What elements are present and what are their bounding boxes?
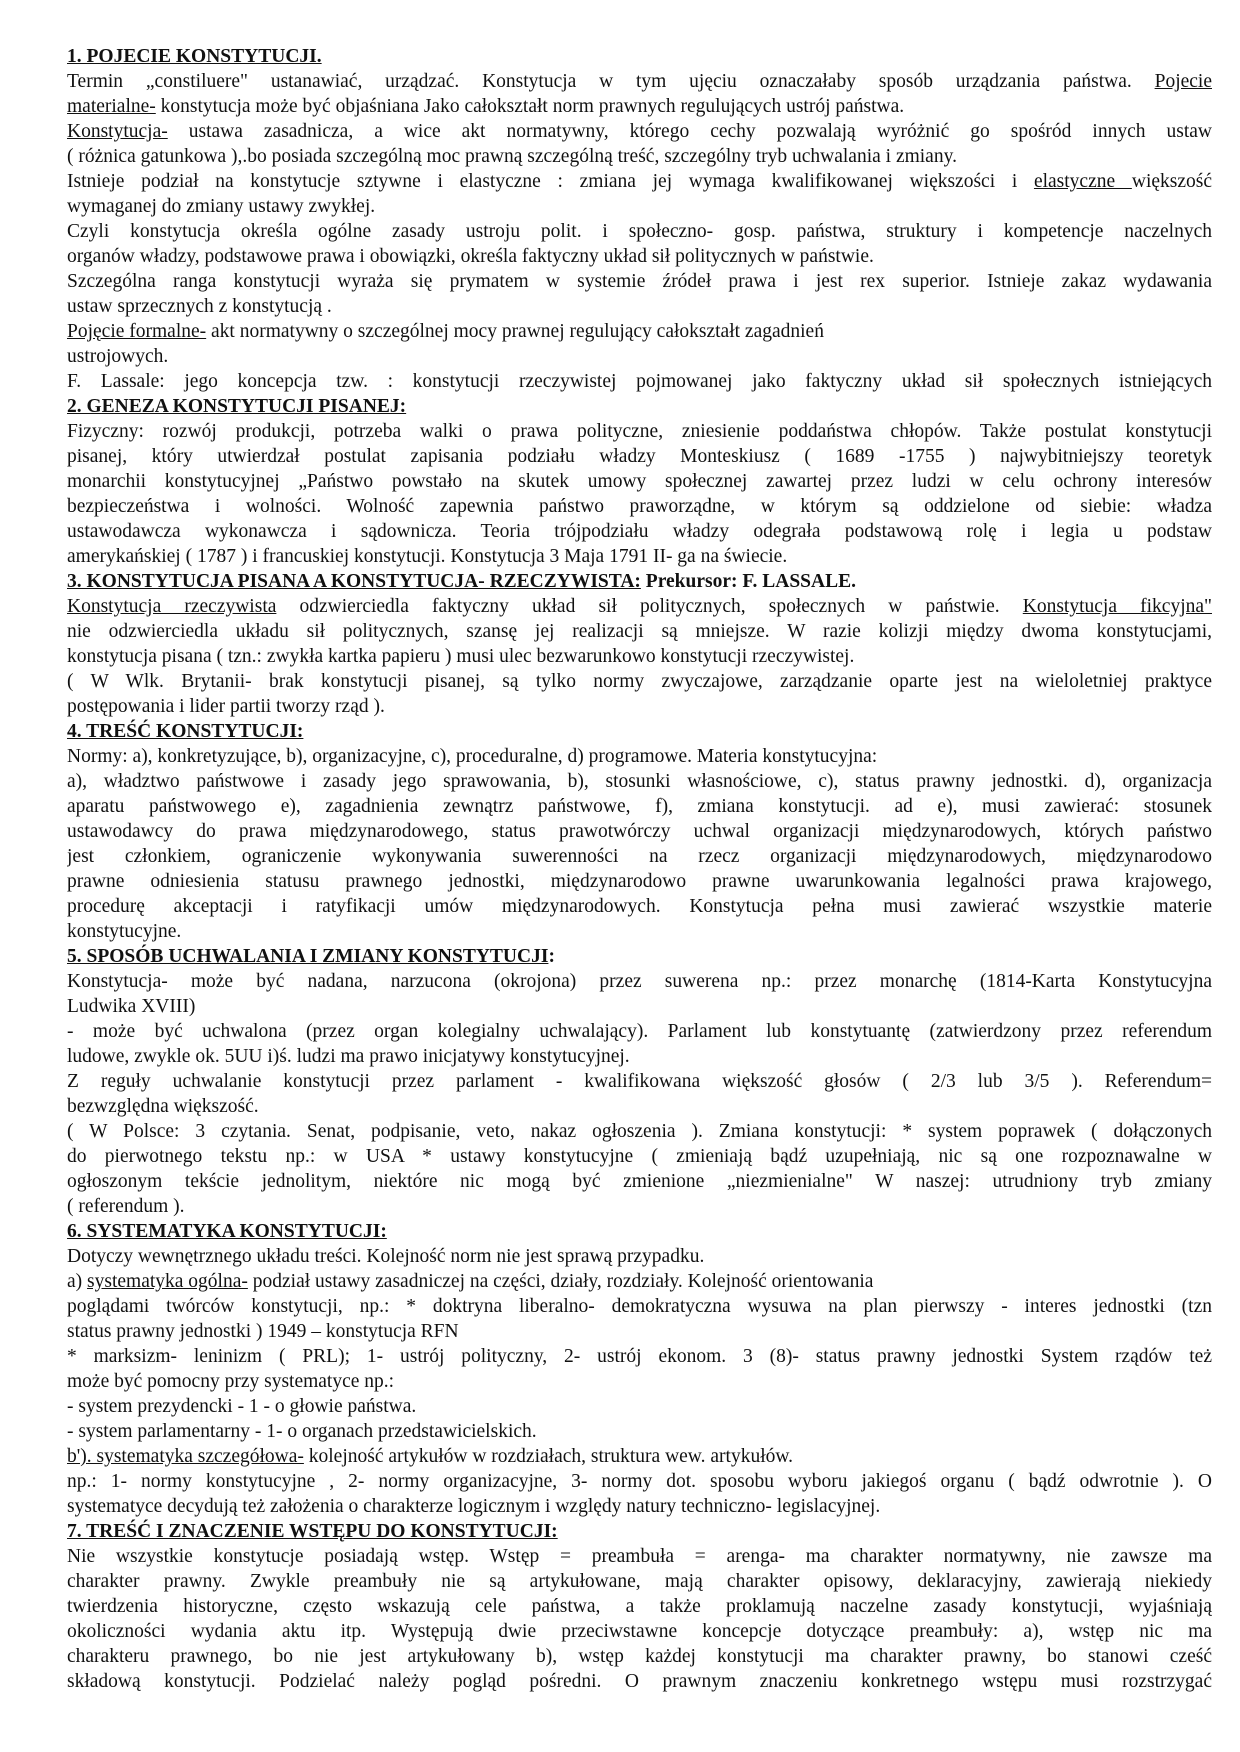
- text-line: [67, 1419, 1212, 1444]
- text-segment: bezwzględna większość.: [67, 1096, 259, 1117]
- text-segment: ustawa zasadnicza, a wice akt normatywny, którego cechy pozwalają wyróżnić go spośród innych ustaw: [167, 121, 1212, 142]
- text-segment: procedurę akceptacji i ratyfikacji umów międzynarodowych. Konstytucja pełna musi zawierać wszystkie materie: [67, 896, 1212, 917]
- text-line: [67, 1494, 1212, 1519]
- underlined-term: b'). systematyka szczegółowa-: [67, 1446, 304, 1467]
- text-line: [67, 494, 1212, 519]
- text-segment: Konstytucja- może być nadana, narzucona (okrojona) przez suwerena np.: przez monarchę (1814-Karta Konstytucyjna: [67, 971, 1212, 992]
- text-segment: składową konstytucji. Podzielać należy pogląd pośredni. O prawnym znaczeniu konkretnego wstępu musi rozstrzygać: [67, 1671, 1212, 1692]
- text-segment: większość: [1131, 171, 1212, 192]
- text-segment: do pierwotnego tekstu np.: w USA * ustawy konstytucyjne ( zmieniają bądź uzupełniają, nic są one rozpoznawalne w: [67, 1146, 1212, 1167]
- text-segment: Normy: a), konkretyzujące, b), organizacyjne, c), proceduralne, d) programowe. Materia konstytucyjna:: [67, 746, 878, 767]
- text-segment: Ludwika XVIII): [67, 996, 196, 1017]
- text-line: [67, 1369, 1212, 1394]
- section-heading: [67, 569, 1212, 594]
- text-line: [67, 1294, 1212, 1319]
- text-line: [67, 869, 1212, 894]
- text-segment: Termin „constiluere" ustanawiać, urządzać. Konstytucja w tym ujęciu oznaczałaby sposób urządzania państwa.: [67, 71, 1155, 92]
- text-segment: Szczególna ranga konstytucji wyraża się prymatem w systemie źródeł prawa i jest rex superior. Istnieje zakaz wydawania: [67, 271, 1212, 292]
- text-line: [67, 444, 1212, 469]
- text-line: [67, 1144, 1212, 1169]
- text-line: [67, 1394, 1212, 1419]
- text-segment: ( W Polsce: 3 czytania. Senat, podpisanie, veto, nakaz ogłoszenia ). Zmiana konstytucji: * system poprawek ( dołączonych: [67, 1121, 1212, 1142]
- text-line: [67, 1269, 1212, 1294]
- text-line: [67, 1669, 1212, 1694]
- heading-title: 4. TREŚĆ KONSTYTUCJI:: [67, 721, 304, 742]
- text-line: [67, 1594, 1212, 1619]
- text-line: [67, 544, 1212, 569]
- text-segment: poglądami twórców konstytucji, np.: * doktryna liberalno- demokratyczna wysuwa na plan pierwszy - interes jednostki (tzn: [67, 1296, 1212, 1317]
- text-line: [67, 894, 1212, 919]
- text-line: [67, 319, 1212, 344]
- text-segment: systematyce decydują też założenia o charakterze logicznym i względy natury techniczno- legislacyjnej.: [67, 1496, 881, 1517]
- text-segment: konstytucyjne.: [67, 921, 182, 942]
- section-heading: [67, 719, 1212, 744]
- text-line: [67, 1619, 1212, 1644]
- text-line: [67, 1094, 1212, 1119]
- text-line: [67, 294, 1212, 319]
- text-line: [67, 919, 1212, 944]
- text-line: [67, 819, 1212, 844]
- text-segment: twierdzenia historyczne, często wskazują cele państwa, a także proklamują naczelne zasady konstytucji, wyjaśniają: [67, 1596, 1212, 1617]
- text-segment: charakter prawny. Zwykle preambuły nie są artykułowane, mają charakter opisowy, deklaracyjny, zawierają niekiedy: [67, 1571, 1212, 1592]
- underlined-term: systematyka ogólna-: [87, 1271, 248, 1292]
- text-segment: może być pomocny przy systematyce np.:: [67, 1371, 395, 1392]
- text-line: [67, 1244, 1212, 1269]
- heading-title: 6. SYSTEMATYKA KONSTYTUCJI:: [67, 1221, 387, 1242]
- text-segment: wymaganej do zmiany ustawy zwykłej.: [67, 196, 376, 217]
- text-segment: akt normatywny o szczególnej mocy prawnej regulujący całokształt zagadnień: [206, 321, 824, 342]
- section-heading: [67, 1219, 1212, 1244]
- text-line: [67, 619, 1212, 644]
- text-line: [67, 1444, 1212, 1469]
- text-segment: prawne odniesienia statusu prawnego jednostki, międzynarodowo prawne uwarunkowania legalności prawa krajowego,: [67, 871, 1212, 892]
- text-segment: aparatu państwowego e), zagadnienia zewnątrz państwowe, f), zmiana konstytucji. ad e), musi zawierać: stosunek: [67, 796, 1212, 817]
- text-line: [67, 694, 1212, 719]
- text-segment: Z reguły uchwalanie konstytucji przez parlament - kwalifikowana większość głosów ( 2/3 lub 3/5 ). Referendum=: [67, 1071, 1212, 1092]
- section-heading: [67, 1519, 1212, 1544]
- text-segment: ustrojowych.: [67, 346, 169, 367]
- text-line: [67, 1194, 1212, 1219]
- text-segment: ludowe, zwykle ok. 5UU i)ś. ludzi ma prawo inicjatywy konstytucyjnej.: [67, 1046, 630, 1067]
- heading-title: 3. KONSTYTUCJA PISANA A KONSTYTUCJA- RZECZYWISTA:: [67, 571, 641, 592]
- text-line: [67, 1569, 1212, 1594]
- text-segment: ( W Wlk. Brytanii- brak konstytucji pisanej, są tylko normy zwyczajowe, zarządzanie oparte jest na wieloletniej praktyce: [67, 671, 1212, 692]
- heading-title: 2. GENEZA KONSTYTUCJI PISANEJ:: [67, 396, 407, 417]
- text-segment: ustawodawcza wykonawcza i sądownicza. Teoria trójpodziału władzy odegrała podstawową rolę i legia u podstaw: [67, 521, 1212, 542]
- underlined-term: materialne-: [67, 96, 156, 117]
- text-segment: a), władztwo państwowe i zasady jego sprawowania, b), stosunki własnościowe, c), status prawny jednostki. d), organizacja: [67, 771, 1212, 792]
- text-segment: :: [548, 946, 555, 967]
- text-segment: F. Lassale: jego koncepcja tzw. : konstytucji rzeczywistej pojmowanej jako faktyczny układ sił społecznych istniejących: [67, 371, 1212, 392]
- text-line: [67, 144, 1212, 169]
- text-segment: odzwierciedla faktyczny układ sił politycznych, społecznych w państwie.: [276, 596, 1023, 617]
- text-line: [67, 1044, 1212, 1069]
- text-line: [67, 469, 1212, 494]
- underlined-term: Konstytucja fikcyjna": [1022, 596, 1212, 617]
- text-segment: status prawny jednostki ) 1949 – konstytucja RFN: [67, 1321, 459, 1342]
- text-line: [67, 1169, 1212, 1194]
- text-segment: - może być uchwalona (przez organ kolegialny uchwalający). Parlament lub konstytuantę (zatwierdzony przez referendum: [67, 1021, 1212, 1042]
- text-segment: np.: 1- normy konstytucyjne , 2- normy organizacyjne, 3- normy dot. sposobu wyboru jakiegoś organu ( bądź odwrotnie ). O: [67, 1471, 1212, 1492]
- text-line: [67, 1119, 1212, 1144]
- underlined-term: Konstytucja-: [67, 121, 168, 142]
- underlined-term: Pojecie: [1154, 71, 1212, 92]
- text-line: [67, 244, 1212, 269]
- text-line: [67, 594, 1212, 619]
- text-segment: a): [67, 1271, 88, 1292]
- text-line: [67, 169, 1212, 194]
- text-line: [67, 969, 1212, 994]
- text-line: [67, 419, 1212, 444]
- section-heading: [67, 394, 1212, 419]
- section-heading: [67, 44, 1212, 69]
- heading-title: 1. POJECIE KONSTYTUCJI.: [67, 46, 322, 67]
- text-segment: konstytucja pisana ( tzn.: zwykła kartka papieru ) musi ulec bezwarunkowo konstytucji rzeczywistej.: [67, 646, 855, 667]
- text-segment: ustawodawcy do prawa międzynarodowego, status prawotwórczy uchwal organizacji międzynarodowych, których państwo: [67, 821, 1212, 842]
- text-segment: nie odzwierciedla układu sił politycznych, szansę jej realizacji są mniejsze. W razie kolizji między dwoma konstytucjami,: [67, 621, 1212, 642]
- heading-title: 7. TREŚĆ I ZNACZENIE WSTĘPU DO KONSTYTUCJI:: [67, 1521, 558, 1542]
- text-segment: Prekursor: F. LASSALE.: [640, 571, 856, 592]
- text-line: [67, 844, 1212, 869]
- text-segment: - system prezydencki - 1 - o głowie państwa.: [67, 1396, 417, 1417]
- text-segment: organów władzy, podstawowe prawa i obowiązki, określa faktyczny układ sił politycznych w państwie.: [67, 246, 874, 267]
- text-segment: ( różnica gatunkowa ),.bo posiada szczególną moc prawną szczególną treść, szczególny tryb uchwalania i zmiany.: [67, 146, 957, 167]
- text-line: [67, 119, 1212, 144]
- text-segment: pisanej, który utwierdzał postulat zapisania podziału władzy Monteskiusz ( 1689 -1755 ) najwybitniejszy teoretyk: [67, 446, 1212, 467]
- text-line: [67, 269, 1212, 294]
- text-segment: * marksizm- leninizm ( PRL); 1- ustrój polityczny, 2- ustrój ekonom. 3 (8)- status prawny jednostki System rządów też: [67, 1346, 1212, 1367]
- section-heading: [67, 944, 1212, 969]
- text-segment: Istnieje podział na konstytucje sztywne i elastyczne : zmiana jej wymaga kwalifikowanej większości i: [67, 171, 1034, 192]
- text-line: [67, 519, 1212, 544]
- text-segment: monarchii konstytucyjnej „Państwo powstało na skutek umowy społecznej zawartej przez ludzi w celu ochrony interesów: [67, 471, 1212, 492]
- text-segment: jest członkiem, ograniczenie wykonywania suwerenności na rzecz organizacji międzynarodowych, międzynarodowo: [67, 846, 1212, 867]
- text-line: [67, 344, 1212, 369]
- text-line: [67, 1469, 1212, 1494]
- text-line: [67, 769, 1212, 794]
- underlined-term: Konstytucja rzeczywista: [67, 596, 277, 617]
- text-segment: Czyli konstytucja określa ogólne zasady ustroju polit. i społeczno- gosp. państwa, struktury i kompetencje naczelnych: [67, 221, 1212, 242]
- text-segment: ogłoszonym tekście jednolitym, niektóre nic mogą być zmienione „niezmienialne" W naszej: utrudniony tryb zmiany: [67, 1171, 1212, 1192]
- text-segment: Fizyczny: rozwój produkcji, potrzeba walki o prawa polityczne, zniesienie poddaństwa chłopów. Także postulat konstytucji: [67, 421, 1212, 442]
- text-segment: amerykańskiej ( 1787 ) i francuskiej konstytucji. Konstytucja 3 Maja 1791 II- ga na świecie.: [67, 546, 788, 567]
- document-page: [67, 44, 1212, 1694]
- text-line: [67, 794, 1212, 819]
- text-segment: ( referendum ).: [67, 1196, 185, 1217]
- underlined-term: Pojęcie formalne-: [67, 321, 207, 342]
- text-line: [67, 69, 1212, 94]
- text-segment: okoliczności wydania aktu itp. Występują dwie przeciwstawne koncepcje dotyczące preambuły: a), wstęp nic ma: [67, 1621, 1212, 1642]
- text-line: [67, 1544, 1212, 1569]
- text-line: [67, 219, 1212, 244]
- text-line: [67, 994, 1212, 1019]
- text-line: [67, 94, 1212, 119]
- text-segment: podział ustawy zasadniczej na części, działy, rozdziały. Kolejność orientowania: [247, 1271, 874, 1292]
- text-segment: - system parlamentarny - 1- o organach przedstawicielskich.: [67, 1421, 537, 1442]
- text-line: [67, 1069, 1212, 1094]
- text-segment: charakteru prawnego, bo nie jest artykułowany b), wstęp każdej konstytucji ma charakter prawny, bo stanowi cześć: [67, 1646, 1212, 1667]
- text-line: [67, 744, 1212, 769]
- text-segment: postępowania i lider partii tworzy rząd ).: [67, 696, 385, 717]
- text-line: [67, 194, 1212, 219]
- text-segment: Dotyczy wewnętrznego układu treści. Kolejność norm nie jest sprawą przypadku.: [67, 1246, 705, 1267]
- text-line: [67, 644, 1212, 669]
- text-segment: Nie wszystkie konstytucje posiadają wstęp. Wstęp = preambuła = arenga- ma charakter normatywny, nie zawsze ma: [67, 1546, 1212, 1567]
- text-line: [67, 1319, 1212, 1344]
- text-line: [67, 1644, 1212, 1669]
- heading-title: 5. SPOSÓB UCHWALANIA I ZMIANY KONSTYTUCJI: [67, 946, 549, 967]
- text-segment: bezpieczeństwa i wolności. Wolność zapewnia państwo praworządne, w którym są oddzielone od siebie: władza: [67, 496, 1212, 517]
- underlined-term: elastyczne: [1033, 171, 1132, 192]
- text-line: [67, 1019, 1212, 1044]
- text-segment: kolejność artykułów w rozdziałach, struktura wew. artykułów.: [303, 1446, 794, 1467]
- text-line: [67, 369, 1212, 394]
- text-line: [67, 1344, 1212, 1369]
- text-line: [67, 669, 1212, 694]
- text-segment: konstytucja może być objaśniana Jako całokształt norm prawnych regulujących ustrój państwa.: [155, 96, 905, 117]
- text-segment: ustaw sprzecznych z konstytucją .: [67, 296, 332, 317]
